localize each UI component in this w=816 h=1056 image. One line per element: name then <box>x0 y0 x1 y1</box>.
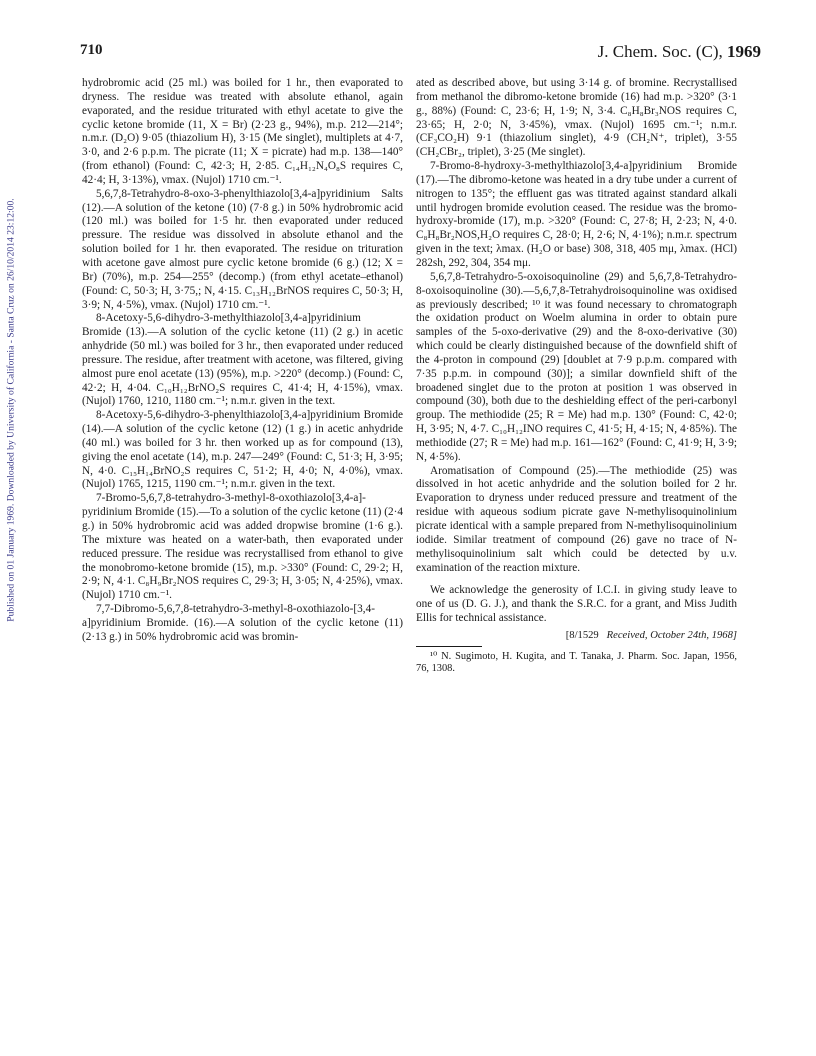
paragraph: ated as described above, but using 3·14 g. of bromine. Recrystallised from methanol the dibromo-ketone bromide (16) had m.p. >320° (3·1 g., 88%) (Found: C, 23·6; H, 1·9; N, 3·4. C₈H₈Br₃NOS requires C, 23·65; H, 2·0; N, 3·45%), νmax. (Nujol) 1695 cm.⁻¹; n.m.r. (CF₃CO₂H) 9·1 (thiazolium singlet), 4·9 (CH₂N⁺, triplet), 3·55 (CH₂CBr₂, triplet), 3·25 (Me singlet). <box>416 77 737 159</box>
received-line <box>416 629 737 643</box>
paragraph: Aromatisation of Compound (25).—The methiodide (25) was dissolved in hot acetic anhydride and the solution boiled for 2 hr. Evaporation to dryness under reduced pressure and treatment of the residue with aqueous sodium picrate gave N-methylisoquinolinium picrate identical with a sample prepared from N-methylisoquinolinium iodide. Similar treatment of compound (26) gave no trace of N-methylisoquinolinium salt which could be detected by u.v. examination of the reaction mixture. <box>416 464 737 574</box>
journal-name: J. Chem. Soc. (C), <box>597 42 723 61</box>
paragraph: 7-Bromo-5,6,7,8-tetrahydro-3-methyl-8-oxothiazolo[3,4-a]-pyridinium Bromide (15).—To a solution of the cyclic ketone (11) (2·4 g.) in 50% hydrobromic acid was added dropwise bromine (1·6 g.). The mixture was heated on a water-bath, then evaporated under reduced pressure. The residue was recrystallised from ethanol to give the monobromo-ketone bromide (15), m.p. >330° (Found: C, 29·2; H, 2·9; N, 4·1. C₈H₉Br₂NOS requires C, 29·3; H, 3·05; N, 4·25%), νmax. (Nujol) 1710 cm.⁻¹. <box>82 492 403 602</box>
publication-watermark-text: Published on 01 January 1969. Downloaded by University of California - Santa Cruz on 26/10/2014 23:12:00. <box>5 198 17 622</box>
journal-title <box>598 42 761 62</box>
right-column <box>416 77 737 676</box>
paragraph: 7-Bromo-8-hydroxy-3-methylthiazolo[3,4-a]pyridinium Bromide (17).—The dibromo-ketone was heated in a dry tube under a current of nitrogen to 135°; the effluent gas was titrated against standard alkali until hydrogen bromide evolution ceased. The residue was the bromo-hydroxy-bromide (17), m.p. >320° (Found: C, 27·8; H, 2·23; N, 4·0. C₈H₈Br₂NOS,H₂O requires C, 28·0; H, 2·6; N, 4·1%); n.m.r. spectrum given in the text; λmax. (H₂O or base) 308, 318, 405 mμ, λmax. (HCl) 282sh, 292, 304, 354 mμ. <box>416 160 737 269</box>
left-column <box>82 77 403 645</box>
footnote: ¹⁰ N. Sugimoto, H. Kugita, and T. Tanaka, J. Pharm. Soc. Japan, 1956, 76, 1308. <box>416 650 737 675</box>
received-date: Received, October 24th, 1968] <box>606 629 737 641</box>
manuscript-code: [8/1529 <box>565 629 599 641</box>
paragraph: 8-Acetoxy-5,6-dihydro-3-phenylthiazolo[3,4-a]pyridinium Bromide (14).—A solution of the cyclic ketone (12) (1 g.) in acetic anhydride (40 ml.) was boiled for 3 hr. then worked up as for compound (13), giving the enol acetate (14), m.p. 247—249° (Found: C, 51·3; H, 3·95; N, 4·0. C₁₅H₁₄BrNO₂S requires C, 51·2; H, 4·0; N, 4·0%), νmax. (Nujol) 1765, 1215, 1190 cm.⁻¹; n.m.r. given in the text. <box>82 409 403 491</box>
acknowledgement: We acknowledge the generosity of I.C.I. in giving study leave to one of us (D. G. J.), and thank the S.R.C. for a grant, and Miss Judith Ellis for technical assistance. <box>416 584 737 625</box>
publication-watermark <box>2 160 20 660</box>
footnote-rule <box>416 646 482 647</box>
paragraph: hydrobromic acid (25 ml.) was boiled for 1 hr., then evaporated to dryness. The residue was treated with absolute ethanol, again evaporated, and the residue triturated with ethyl acetate to give the cyclic ketone bromide (11, X = Br) (2·23 g., 94%), m.p. 212—214°; n.m.r. (D₂O) 9·05 (thiazolium H), 3·15 (Me singlet), multiplets at 4·7, 3·0, and 2·6 p.p.m. The picrate (11; X = picrate) had m.p. 138—140° (from ethanol) (Found: C, 42·3; H, 2·85. C₁₄H₁₂N₄O₈S requires C, 42·4; H, 3·13%), νmax. (Nujol) 1710 cm.⁻¹. <box>82 77 403 186</box>
paragraph: 5,6,7,8-Tetrahydro-5-oxoisoquinoline (29) and 5,6,7,8-Tetrahydro-8-oxoisoquinoline (30).—5,6,7,8-Tetrahydroisoquinoline was oxidised as previously described; ¹⁰ it was found necessary to chromatograph the oxidation product on Woelm alumina in order to obtain pure samples of the 5-oxo-derivative (29) and the 8-oxo-derivative (30) which could be clearly distinguished because of the downfield shift of the 4-proton in compound (29) [doublet at 7·9 p.p.m. compared with 7·35 p.p.m. in compound (30)]; a similar downfield shift of the broadened singlet due to the proton at position 1 was observed in compound (30), both due to the deshielding effect of the peri-carbonyl group. The methiodide (25; R = Me) had m.p. 130° (Found: C, 42·0; H, 3·95; N, 4·7. C₁₀H₁₂INO requires C, 41·5; H, 4·15; N, 4·85%). The methiodide (27; R = Me) had m.p. 161—162° (Found: C, 41·9; H, 3·9; N, 4·5%). <box>416 270 737 463</box>
journal-year: 1969 <box>727 42 761 61</box>
paragraph: 5,6,7,8-Tetrahydro-8-oxo-3-phenylthiazolo[3,4-a]pyridinium Salts (12).—A solution of the ketone (10) (7·8 g.) in 50% hydrobromic acid (120 ml.) was boiled for 1·5 hr. then evaporated under reduced pressure. The residue was dissolved in absolute ethanol and the solution boiled for 1 hr. then evaporated. The residue on trituration with acetone gave almost pure cyclic ketone bromide (6 g.) (12; X = Br) (70%), m.p. 254—255° (decomp.) (from ethyl acetate–ethanol) (Found: C, 50·3; H, 3·75,; N, 4·15. C₁₃H₁₂BrNOS requires C, 50·3; H, 3·9; N, 4·5%), νmax. (Nujol) 1710 cm.⁻¹. <box>82 187 403 311</box>
paragraph: 7,7-Dibromo-5,6,7,8-tetrahydro-3-methyl-8-oxothiazolo-[3,4-a]pyridinium Bromide. (16).—A solution of the cyclic ketone (11) (2·13 g.) in 50% hydrobromic acid was bromin- <box>82 603 403 643</box>
page-number: 710 <box>80 42 103 58</box>
paragraph: 8-Acetoxy-5,6-dihydro-3-methylthiazolo[3,4-a]pyridinium Bromide (13).—A solution of the cyclic ketone (11) (2 g.) in acetic anhydride (50 ml.) was boiled for 3 hr., then evaporated under reduced pressure. The residue, after treatment with acetone, was filtered, giving almost pure enol acetate (13) (95%), m.p. >220° (decomp.) (Found: C, 42·2; H, 4·04. C₁₀H₁₂BrNO₂S requires C, 41·4; H, 4·15%), νmax. (Nujol) 1760, 1210, 1180 cm.⁻¹; n.m.r. given in the text. <box>82 312 403 408</box>
